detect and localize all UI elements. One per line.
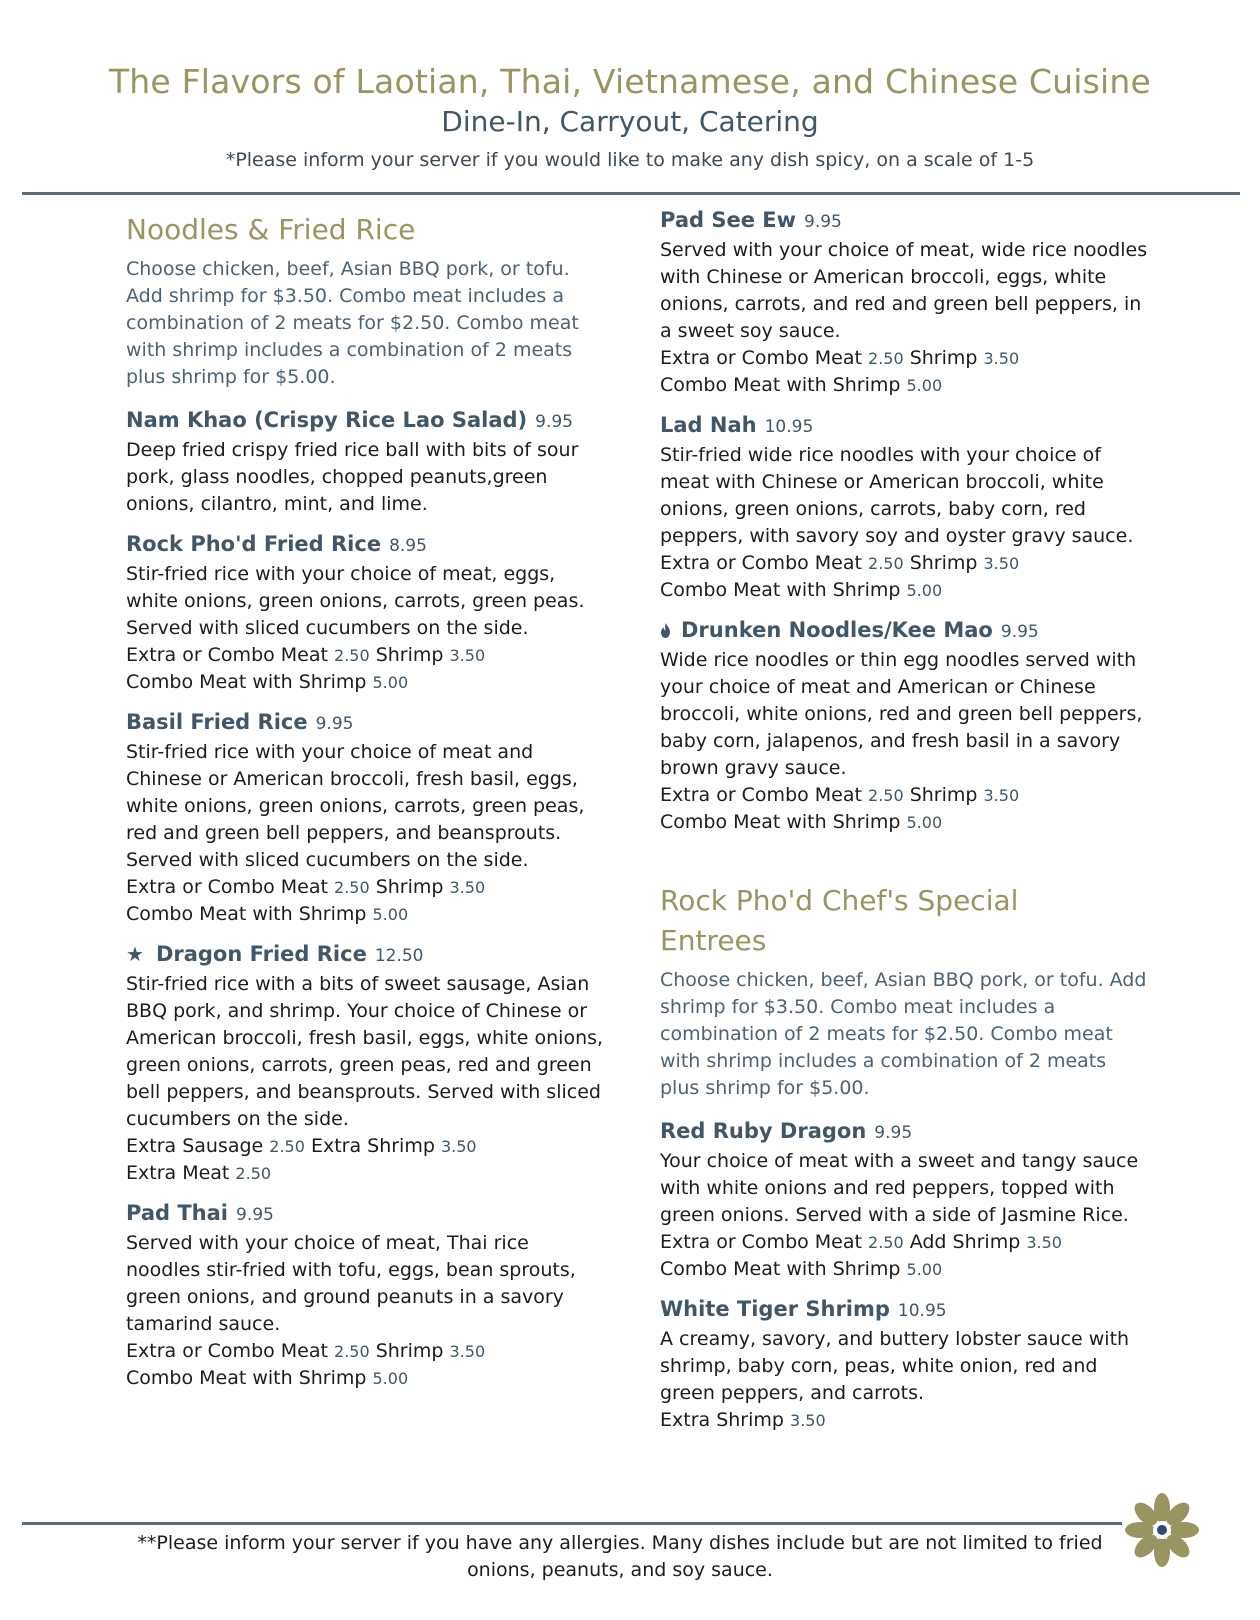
extra-label: Shrimp — [375, 876, 444, 898]
flame-icon — [660, 623, 671, 638]
menu-item-pad-thai — [126, 1198, 606, 1392]
extra-label: Extra or Combo Meat — [126, 1340, 328, 1362]
extra-price: 2.50 — [334, 646, 370, 665]
item-name: Drunken Noodles/Kee Mao — [681, 618, 993, 642]
menu-item-rock-phod-fried-rice — [126, 529, 606, 696]
menu-item-pad-see-ew — [660, 205, 1150, 399]
section-title-noodles: Noodles & Fried Rice — [126, 213, 416, 246]
extra-price: 3.50 — [983, 786, 1020, 805]
extra-label: Combo Meat with Shrimp — [126, 671, 367, 693]
item-extras — [660, 1229, 1150, 1256]
item-description: Your choice of meat with a sweet and tangy sauce with white onions and red peppers, topped with green onions. Served with a side of Jasmine Rice. — [660, 1150, 1139, 1226]
extra-price: 5.00 — [372, 673, 409, 692]
item-price: 8.95 — [389, 536, 427, 556]
extra-label: Extra Meat — [126, 1162, 230, 1184]
item-description: Stir-fried rice with a bits of sweet sausage, Asian BBQ pork, and shrimp. Your choice of Chinese or American broccoli, fresh basil, eggs, white onions, green onions, carrots, green peas, red and green bell peppers, and beansprouts. Served with sliced cucumbers on the side. — [126, 973, 604, 1130]
item-name: Dragon Fried Rice — [155, 942, 367, 966]
section-intro-noodles: Choose chicken, beef, Asian BBQ pork, or tofu. Add shrimp for $3.50. Combo meat includes a combination of 2 meats for $2.50. Combo meat with shrimp includes a combination of 2 meats plus shrimp for $5.00. — [126, 258, 579, 388]
extra-price: 3.50 — [983, 554, 1020, 573]
item-price: 12.50 — [374, 946, 424, 966]
extra-price: 3.50 — [440, 1137, 477, 1156]
top-divider — [22, 192, 1240, 195]
extra-label: Shrimp — [375, 644, 444, 666]
extra-label: Extra or Combo Meat — [660, 1231, 862, 1253]
item-name: Nam Khao (Crispy Rice Lao Salad) — [126, 408, 528, 432]
item-description: Served with your choice of meat, wide rice noodles with Chinese or American broccoli, eggs, white onions, carrots, and red and green bell peppers, in a sweet soy sauce. — [660, 239, 1148, 342]
extra-price: 3.50 — [1026, 1233, 1062, 1252]
extra-price: 2.50 — [868, 554, 904, 573]
extra-label: Combo Meat with Shrimp — [660, 374, 901, 396]
item-name: Red Ruby Dragon — [660, 1119, 867, 1143]
extra-price: 5.00 — [906, 813, 943, 832]
item-price: 9.95 — [804, 212, 842, 232]
section-title-specials — [660, 881, 1150, 961]
item-name: Lad Nah — [660, 413, 757, 437]
star-icon: ★ — [126, 942, 144, 966]
item-price: 9.95 — [315, 714, 354, 734]
extra-label: Combo Meat with Shrimp — [126, 1367, 367, 1389]
extra-price: 3.50 — [983, 349, 1020, 368]
extra-label: Extra or Combo Meat — [660, 552, 862, 574]
extra-price: 3.50 — [449, 646, 486, 665]
item-price: 10.95 — [897, 1301, 947, 1321]
item-extras — [126, 874, 606, 901]
item-price: 9.95 — [1000, 622, 1039, 642]
extra-label: Extra Shrimp — [660, 1409, 784, 1431]
item-extras — [126, 1160, 606, 1187]
item-description: Stir-fried rice with your choice of meat and Chinese or American broccoli, fresh basil, eggs, white onions, green onions, carrots, green peas, red and green bell peppers, and beansprouts. Served with sliced cucumbers on the side. — [126, 741, 585, 871]
page-subtitle: Dine-In, Carryout, Catering — [441, 105, 819, 138]
extra-price: 2.50 — [334, 878, 370, 897]
item-extras — [660, 372, 1150, 399]
menu-item-red-ruby-dragon — [660, 1116, 1150, 1283]
item-extras — [660, 809, 1150, 836]
extra-label: Extra or Combo Meat — [126, 876, 328, 898]
extra-label: Extra Sausage — [126, 1135, 264, 1157]
section-title-line: Rock Pho'd Chef's Special — [660, 884, 1019, 917]
extra-price: 2.50 — [868, 1233, 904, 1252]
menu-item-nam-khao — [126, 405, 606, 518]
extra-label: Add Shrimp — [909, 1231, 1021, 1253]
item-name: White Tiger Shrimp — [660, 1297, 890, 1321]
spicy-note: *Please inform your server if you would like to make any dish spicy, on a scale of 1-5 — [225, 149, 1035, 171]
extra-label: Extra or Combo Meat — [126, 644, 328, 666]
item-extras — [660, 345, 1150, 372]
extra-label: Extra Shrimp — [310, 1135, 435, 1157]
extra-price: 2.50 — [269, 1137, 305, 1156]
item-price: 10.95 — [764, 417, 814, 437]
extra-price: 5.00 — [906, 581, 943, 600]
item-description: Stir-fried rice with your choice of meat, eggs, white onions, green onions, carrots, green peas. Served with sliced cucumbers on the side. — [126, 563, 585, 639]
menu-header — [0, 62, 1260, 174]
item-extras — [126, 1365, 606, 1392]
item-extras — [660, 782, 1150, 809]
allergy-note-line: **Please inform your server if you have any allergies. Many dishes include but are not limited to fried — [137, 1532, 1103, 1554]
extra-price: 3.50 — [790, 1411, 826, 1430]
item-extras — [126, 1133, 606, 1160]
item-description: Deep fried crispy fried rice ball with bits of sour pork, glass noodles, chopped peanuts,green onions, cilantro, mint, and lime. — [126, 439, 579, 515]
item-price: 9.95 — [874, 1123, 913, 1143]
item-name: Pad Thai — [126, 1201, 228, 1225]
extra-price: 5.00 — [372, 1369, 409, 1388]
item-description: Stir-fried wide rice noodles with your choice of meat with Chinese or American broccoli, white onions, green onions, carrots, baby corn, red peppers, with savory soy and oyster gravy sauce. — [660, 444, 1134, 547]
extra-price: 2.50 — [868, 349, 904, 368]
item-extras — [126, 642, 606, 669]
menu-item-basil-fried-rice — [126, 707, 606, 928]
item-description: Served with your choice of meat, Thai rice noodles stir-fried with tofu, eggs, bean sprouts, green onions, and ground peanuts in a savory tamarind sauce. — [126, 1232, 576, 1335]
extra-price: 5.00 — [372, 905, 409, 924]
section-intro-specials: Choose chicken, beef, Asian BBQ pork, or tofu. Add shrimp for $3.50. Combo meat includes a combination of 2 meats for $2.50. Combo meat with shrimp includes a combination of 2 meats plus shrimp for $5.00. — [660, 969, 1147, 1099]
item-extras — [126, 669, 606, 696]
extra-price: 2.50 — [235, 1164, 272, 1183]
page-title: The Flavors of Laotian, Thai, Vietnamese, and Chinese Cuisine — [108, 62, 1152, 101]
extra-label: Combo Meat with Shrimp — [660, 1258, 901, 1280]
extra-label: Shrimp — [909, 347, 978, 369]
section-title-line: Entrees — [660, 924, 767, 957]
extra-price: 3.50 — [449, 878, 486, 897]
menu-item-dragon-fried-rice — [126, 939, 606, 1187]
allergy-note — [130, 1530, 1110, 1584]
item-name: Basil Fried Rice — [126, 710, 308, 734]
item-price: 9.95 — [535, 412, 573, 432]
extra-label: Shrimp — [909, 784, 978, 806]
extra-label: Combo Meat with Shrimp — [660, 811, 901, 833]
item-name: Pad See Ew — [660, 208, 797, 232]
extra-label: Shrimp — [909, 552, 978, 574]
item-extras — [660, 550, 1150, 577]
right-column — [660, 205, 1150, 1445]
menu-item-drunken-noodles — [660, 615, 1150, 836]
item-extras — [126, 1338, 606, 1365]
extra-label: Combo Meat with Shrimp — [126, 903, 367, 925]
item-extras — [660, 577, 1150, 604]
extra-price: 5.00 — [906, 376, 943, 395]
item-extras — [660, 1256, 1150, 1283]
extra-label: Shrimp — [375, 1340, 444, 1362]
item-price: 9.95 — [236, 1205, 274, 1225]
flower-logo-icon — [1120, 1488, 1204, 1572]
item-extras — [660, 1407, 1150, 1434]
extra-price: 5.00 — [906, 1260, 943, 1279]
menu-item-lad-nah — [660, 410, 1150, 604]
item-description: Wide rice noodles or thin egg noodles served with your choice of meat and American or Chinese broccoli, white onions, red and green bell peppers, baby corn, jalapenos, and fresh basil in a savory brown gravy sauce. — [660, 649, 1143, 779]
allergy-note-line: onions, peanuts, and soy sauce. — [467, 1559, 773, 1581]
extra-label: Combo Meat with Shrimp — [660, 579, 901, 601]
item-description: A creamy, savory, and buttery lobster sauce with shrimp, baby corn, peas, white onion, red and green peppers, and carrots. — [660, 1328, 1130, 1404]
menu-item-white-tiger-shrimp — [660, 1294, 1150, 1434]
left-column — [126, 210, 606, 1403]
extra-price: 3.50 — [449, 1342, 486, 1361]
bottom-divider — [22, 1522, 1122, 1525]
extra-label: Extra or Combo Meat — [660, 347, 862, 369]
extra-label: Extra or Combo Meat — [660, 784, 862, 806]
item-name: Rock Pho'd Fried Rice — [126, 532, 382, 556]
extra-price: 2.50 — [334, 1342, 370, 1361]
item-extras — [126, 901, 606, 928]
extra-price: 2.50 — [868, 786, 904, 805]
